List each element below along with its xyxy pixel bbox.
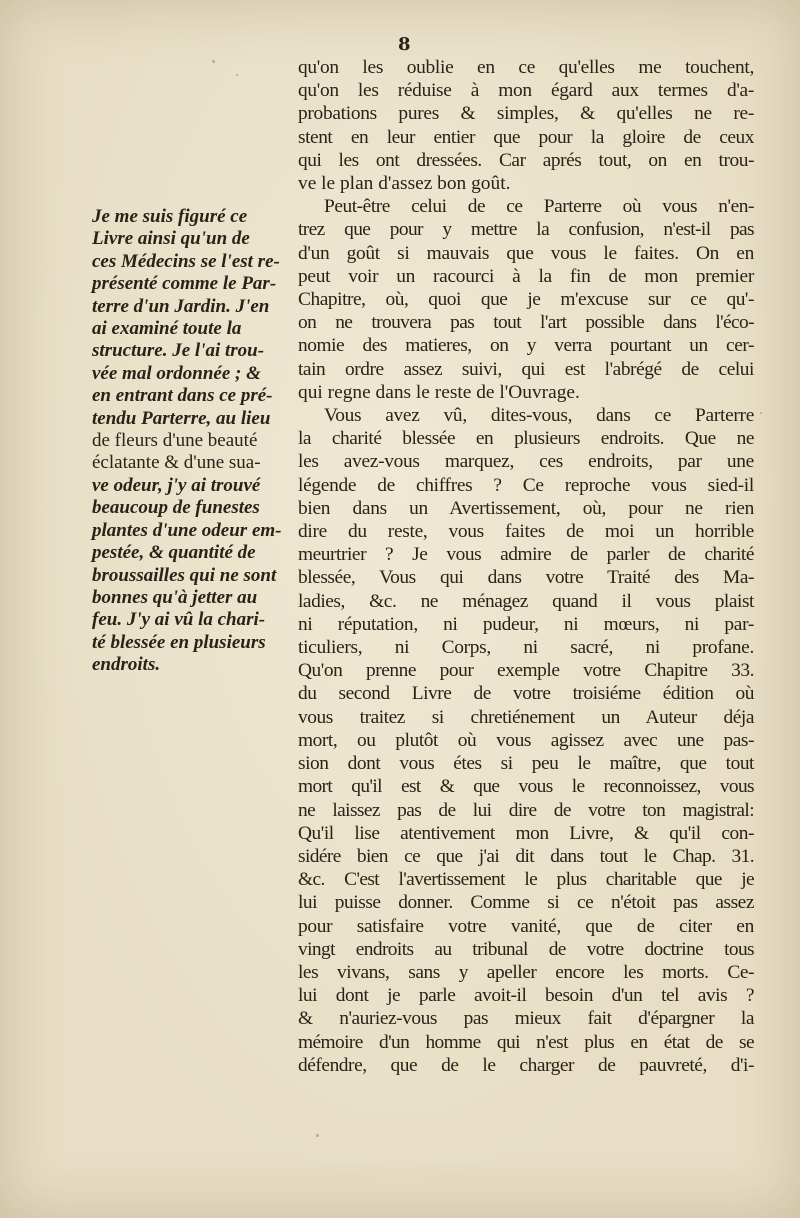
text-line: vingt endroits au tribunal de votre doctrine tous <box>298 938 754 960</box>
text-line: les avez-vous marquez, ces endroits, par une <box>298 451 754 473</box>
text-line: & n'auriez-vous pas mieux fait d'épargner la <box>298 1008 754 1030</box>
text-line: lui dont je parle avoit-il besoin d'un tel avis ? <box>298 985 754 1007</box>
marginal-note <box>92 206 286 677</box>
text-line: Qu'on prenne pour exemple votre Chapitre 33. <box>298 660 754 682</box>
text-line: vous traitez si chretiénement un Auteur déja <box>298 706 754 728</box>
sidenote-line: de fleurs d'une beauté <box>92 430 258 452</box>
text-line: Chapitre, où, quoi que je m'excuse sur ce qu'- <box>298 289 754 311</box>
text-line: on ne trouvera pas tout l'art possible dans l'éco- <box>298 312 754 334</box>
text-line: ticuliers, ni Corps, ni sacré, ni profane. <box>298 637 754 659</box>
sidenote-line: broussailles qui ne sont <box>92 564 277 586</box>
text-line: trez que pour y mettre la confusion, n'est-il pas <box>298 219 754 241</box>
text-line: tain ordre assez suivi, qui est l'abrégé de celui <box>298 358 754 380</box>
text-line: qui les ont dressées. Car aprés tout, on en trou- <box>298 149 754 171</box>
sidenote-line: feu. J'y ai vû la chari- <box>92 609 266 631</box>
text-line: ve le plan d'assez bon goût. <box>298 173 511 195</box>
sidenote-line: Livre ainsi qu'un de <box>92 228 250 250</box>
text-line: d'un goût si mauvais que vous le faites. On en <box>298 242 754 264</box>
sidenote-line: té blessée en plusieurs <box>92 631 266 653</box>
text-line: du second Livre de votre troisiéme édition où <box>298 683 754 705</box>
text-line: Qu'il lise atentivement mon Livre, & qu'il con- <box>298 822 754 844</box>
text-line: mort qu'il est & que vous le reconnoissez, vous <box>298 776 754 798</box>
sidenote-line: en entrant dans ce pré- <box>92 385 273 407</box>
paper-speck <box>316 1134 319 1137</box>
text-line: sion dont vous étes si peu le maître, que tout <box>298 753 754 775</box>
sidenote-line: pestée, & quantité de <box>92 542 256 564</box>
paper-speck <box>212 60 215 63</box>
sidenote-line: tendu Parterre, au lieu <box>92 407 271 429</box>
text-line: probations pures & simples, & qu'elles ne re- <box>298 103 754 125</box>
text-line: meurtrier ? Je vous admire de parler de charité <box>298 544 754 566</box>
text-line: qu'on les réduise à mon égard aux termes d'a- <box>298 80 754 102</box>
sidenote-line: plantes d'une odeur em- <box>92 519 282 541</box>
text-line: qu'on les oublie en ce qu'elles me touchent, <box>298 57 754 78</box>
text-line: qui regne dans le reste de l'Ouvrage. <box>298 381 580 403</box>
text-line: dire du reste, vous faites de moi un horrible <box>298 521 754 543</box>
sidenote-line: endroits. <box>92 654 161 676</box>
sidenote-line: terre d'un Jardin. J'en <box>92 295 270 317</box>
text-line: &c. C'est l'avertissement le plus charitable que je <box>298 869 754 891</box>
sidenote-line: beaucoup de funestes <box>92 497 260 519</box>
text-line: pour satisfaire votre vanité, que de citer en <box>298 915 754 937</box>
text-line: la charité blessée en plusieurs endroits. Que ne <box>298 428 754 450</box>
text-line: stent en leur entier que pour la gloire de ceux <box>298 126 754 148</box>
text-line: blessée, Vous qui dans votre Traité des Ma- <box>298 567 754 589</box>
sidenote-line: éclatante & d'une sua- <box>92 452 261 474</box>
text-line: Vous avez vû, dites-vous, dans ce Parterre <box>324 405 754 427</box>
text-line: ni réputation, ni pudeur, ni mœurs, ni par- <box>298 613 754 635</box>
sidenote-line: bonnes qu'à jetter au <box>92 586 258 608</box>
text-line: nomie des matieres, on y verra pourtant un cer- <box>298 335 754 357</box>
sidenote-line: ve odeur, j'y ai trouvé <box>92 474 261 496</box>
text-line: légende de chiffres ? Ce reproche vous sied-il <box>298 474 754 496</box>
text-line: lui puisse donner. Comme si ce n'étoit pas assez <box>298 892 754 914</box>
main-text-column <box>298 56 754 1077</box>
sidenote-line: Je me suis figuré ce <box>92 206 248 227</box>
text-line: peut voir un racourci à la fin de mon premier <box>298 265 754 287</box>
text-line: sidére bien ce que j'ai dit dans tout le Chap. 31. <box>298 845 754 867</box>
sidenote-line: ces Médecins se l'est re- <box>92 250 280 272</box>
text-line: défendre, que de le charger de pauvreté, d'i- <box>298 1054 754 1076</box>
text-line: bien dans un Avertissement, où, pour ne rien <box>298 497 754 519</box>
text-line: mort, ou plutôt où vous agissez avec une pas- <box>298 729 754 751</box>
text-line: les vivans, sans y apeller encore les morts. Ce- <box>298 961 754 983</box>
text-line: ne laissez pas de lui dire de votre ton magistral: <box>298 799 754 821</box>
paper-speck <box>236 74 238 76</box>
sidenote-line: présenté comme le Par- <box>92 273 277 295</box>
text-line: ladies, &c. ne ménagez quand il vous plaist <box>298 590 754 612</box>
paper-speck <box>760 412 762 414</box>
sidenote-line: structure. Je l'ai trou- <box>92 340 265 362</box>
text-line: mémoire d'un homme qui n'est plus en état de se <box>298 1031 754 1053</box>
sidenote-line: vée mal ordonnée ; & <box>92 362 261 384</box>
sidenote-line: ai examiné toute la <box>92 318 242 340</box>
page-number: 8 <box>398 34 411 55</box>
text-line: Peut-être celui de ce Parterre où vous n'en- <box>324 196 754 218</box>
